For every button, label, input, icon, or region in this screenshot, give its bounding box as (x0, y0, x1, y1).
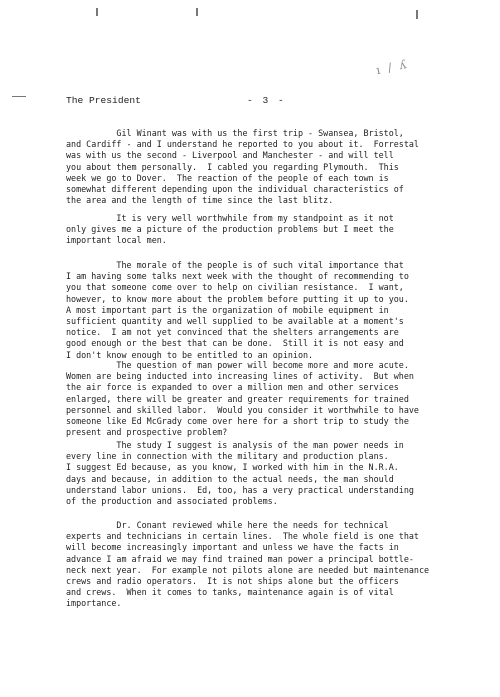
archive-mark (96, 8, 98, 16)
archive-mark (416, 10, 418, 19)
page-number: - 3 - (247, 95, 286, 106)
paragraph: Dr. Conant reviewed while here the needs for technical experts and technicians in certain lines. The whole field is one that will become increasingly important and unless we have the facts in advance I am afraid we may find trained man power a principal bottle- neck next year. For example not pilots alone are needed but maintenance crews and radio operators. It is not ships alone but the officers and crews. When it comes to tanks, maintenance again is of vital importance. (66, 520, 430, 609)
paragraph: The morale of the people is of such vital importance that I am having some talks next week with the thought of recommending to you that someone come over to help on civilian resistance. I want, however, to know more about the problem before putting it up to you. A most important part is the organization of mobile equipment in sufficient quantity and well supplied to be available at a moment's notice. I am not yet convinced that the shelters arrangements are good enough or the best that can be done. Still it is not easy and I don't know enough to be entitled to an opinion. (66, 260, 409, 360)
paragraph: It is very well worthwhile from my standpoint as it not only gives me a picture of the production problems but I meet the important local men. (66, 213, 394, 246)
letter-header (66, 95, 466, 109)
handwritten-notation: ı / ʎ (374, 56, 410, 78)
paragraph: The study I suggest is analysis of the man power needs in every line in connection with the military and production plans. I suggest Ed because, as you know, I worked with him in the N.R.A. days and because, in addition to the actual needs, the man should understand labor unions. Ed, too, has a very practical understanding of the production and associated problems. (66, 440, 414, 507)
paragraph: Gil Winant was with us the first trip - Swansea, Bristol, and Cardiff - and I understand he reported to you about it. Forrestal was with us the second - Liverpool and Manchester - and will tell you about them personally. I cabled you regarding Plymouth. This week we go to Dover. The reaction of the people of each town is somewhat different depending upon the individual characteristics of the area and the length of time since the last blitz. (66, 128, 419, 206)
archive-mark (12, 96, 26, 97)
archive-mark (196, 8, 198, 16)
addressee: The President (66, 95, 141, 106)
paragraph: The question of man power will become more and more acute. Women are being inducted into increasing lines of activity. But when the air force is expanded to over a million men and other services enlarged, there will be greater and greater requirements for trained personnel and skilled labor. Would you consider it worthwhile to have someone like Ed McGrady come over here for a short trip to study the present and prospective problem? (66, 360, 419, 438)
